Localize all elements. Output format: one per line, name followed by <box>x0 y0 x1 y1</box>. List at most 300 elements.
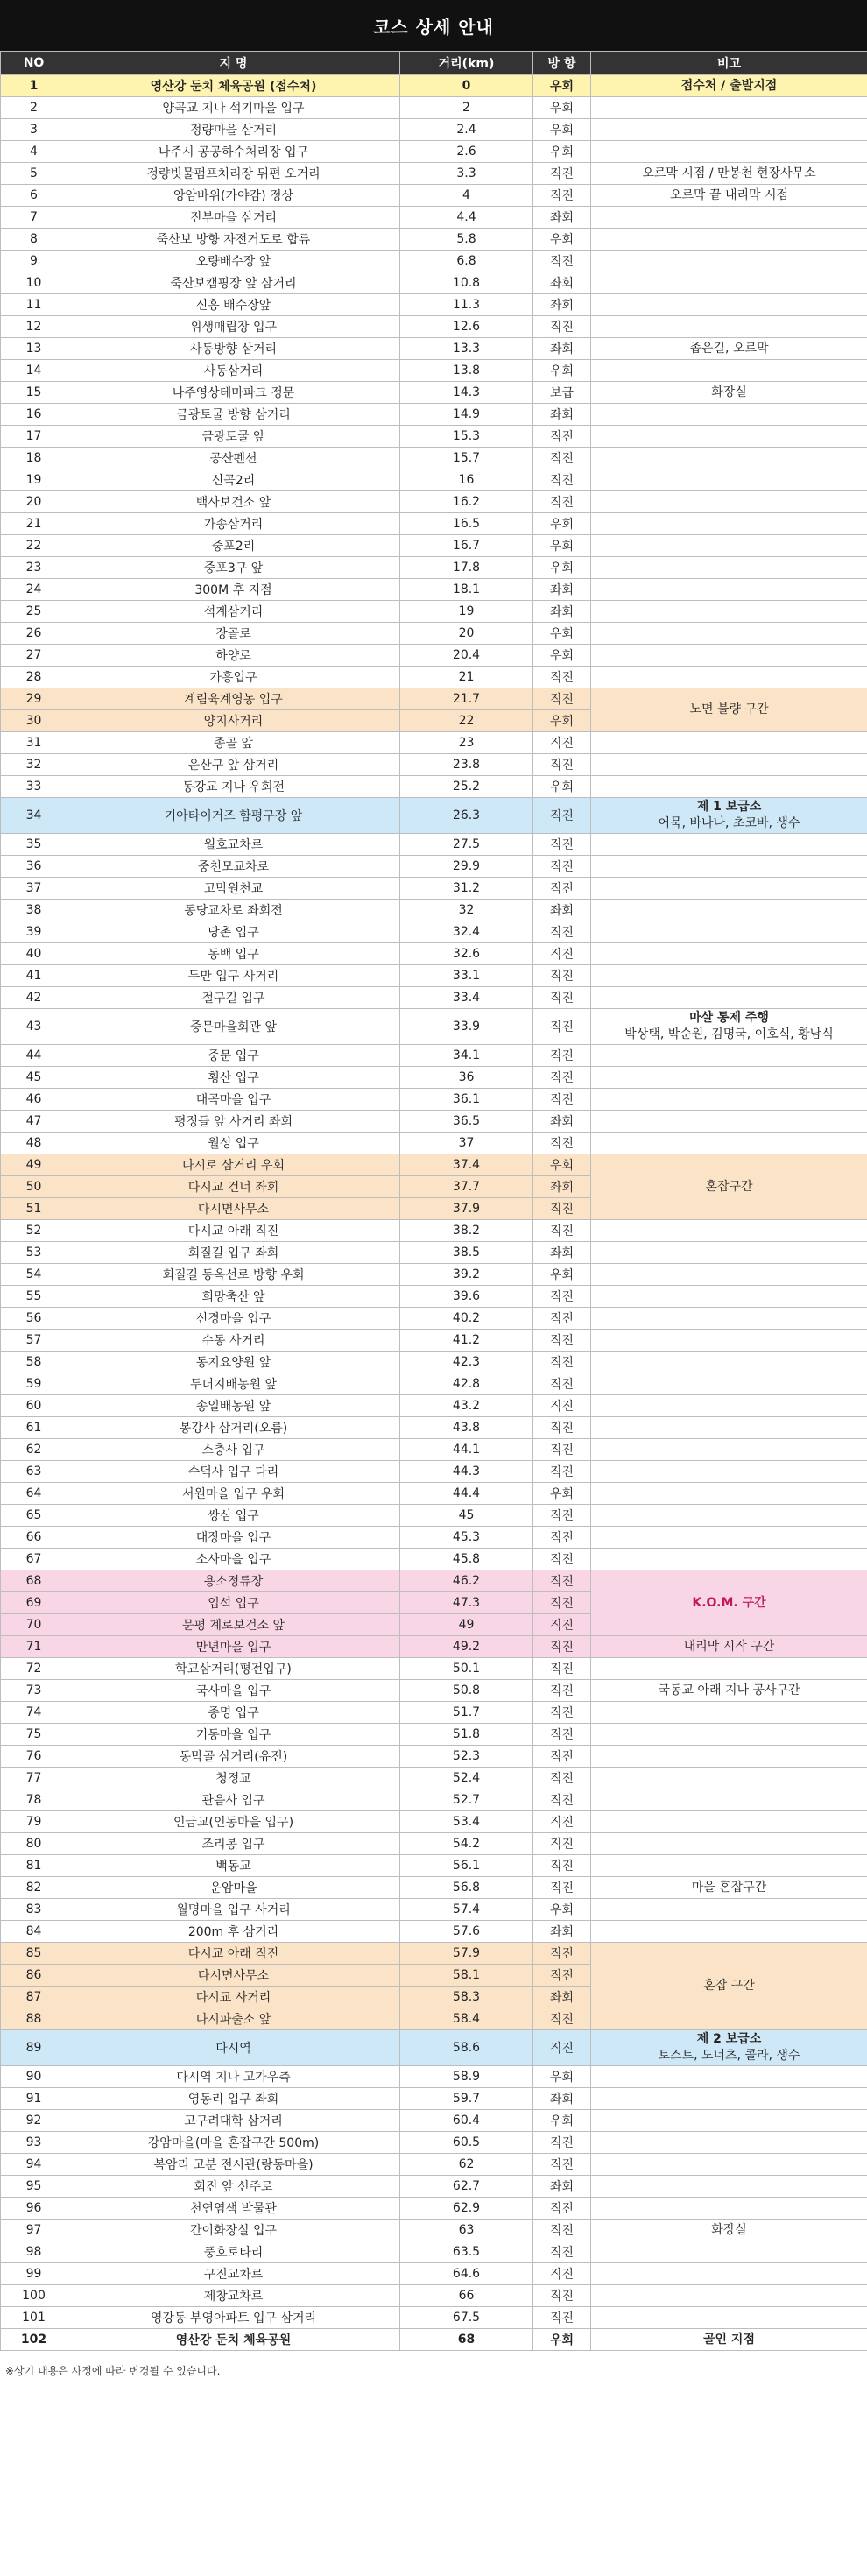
note-cell <box>591 141 867 163</box>
point-name: 영산강 둔치 체육공원 (접수처) <box>67 75 400 97</box>
row-number: 34 <box>1 798 67 834</box>
point-name: 회질길 입구 좌회 <box>67 1242 400 1264</box>
row-number: 27 <box>1 645 67 667</box>
header-direction: 방 향 <box>533 52 591 75</box>
row-number: 2 <box>1 97 67 119</box>
direction: 직진 <box>533 251 591 272</box>
point-name: 대곡마을 입구 <box>67 1089 400 1111</box>
distance-km: 4 <box>400 185 533 207</box>
row-number: 31 <box>1 732 67 754</box>
distance-km: 44.3 <box>400 1461 533 1483</box>
direction: 직진 <box>533 1009 591 1045</box>
direction: 직진 <box>533 1133 591 1154</box>
direction: 직진 <box>533 2285 591 2307</box>
note-cell <box>591 1899 867 1921</box>
table-row <box>1 1855 867 1877</box>
distance-km: 25.2 <box>400 776 533 798</box>
note-cell <box>591 1264 867 1286</box>
note-cell <box>591 1067 867 1089</box>
row-number: 71 <box>1 1636 67 1658</box>
distance-km: 68 <box>400 2329 533 2351</box>
note-cell <box>591 2088 867 2110</box>
row-number: 13 <box>1 338 67 360</box>
row-number: 15 <box>1 382 67 404</box>
distance-km: 58.4 <box>400 2008 533 2030</box>
direction: 직진 <box>533 163 591 185</box>
row-number: 92 <box>1 2110 67 2132</box>
note-cell <box>591 1045 867 1067</box>
table-row <box>1 1833 867 1855</box>
table-row <box>1 732 867 754</box>
table-row <box>1 776 867 798</box>
distance-km: 43.2 <box>400 1395 533 1417</box>
direction: 직진 <box>533 1592 591 1614</box>
direction: 직진 <box>533 1395 591 1417</box>
distance-km: 45.3 <box>400 1527 533 1549</box>
point-name: 위생매립장 입구 <box>67 316 400 338</box>
note-cell <box>591 2132 867 2154</box>
direction: 직진 <box>533 1067 591 1089</box>
table-row <box>1 557 867 579</box>
direction: 좌회 <box>533 1987 591 2008</box>
point-name: 송일배농원 앞 <box>67 1395 400 1417</box>
table-row <box>1 2220 867 2241</box>
row-number: 78 <box>1 1789 67 1811</box>
note-cell <box>591 754 867 776</box>
direction: 직진 <box>533 1417 591 1439</box>
distance-km: 57.4 <box>400 1899 533 1921</box>
direction: 우회 <box>533 141 591 163</box>
note-cell <box>591 623 867 645</box>
table-row <box>1 1154 867 1176</box>
point-name: 백동교 <box>67 1855 400 1877</box>
note-cell <box>591 1702 867 1724</box>
point-name: 죽산보 방향 자전거도로 합류 <box>67 229 400 251</box>
table-row <box>1 338 867 360</box>
point-name: 월성 입구 <box>67 1133 400 1154</box>
distance-km: 14.9 <box>400 404 533 426</box>
point-name: 조리봉 입구 <box>67 1833 400 1855</box>
note-cell <box>591 965 867 987</box>
table-row <box>1 987 867 1009</box>
direction: 우회 <box>533 360 591 382</box>
row-number: 91 <box>1 2088 67 2110</box>
note-cell <box>591 856 867 878</box>
note-cell <box>591 1505 867 1527</box>
table-row <box>1 513 867 535</box>
point-name: 청정교 <box>67 1768 400 1789</box>
row-number: 3 <box>1 119 67 141</box>
distance-km: 6.8 <box>400 251 533 272</box>
row-number: 64 <box>1 1483 67 1505</box>
point-name: 석계삼거리 <box>67 601 400 623</box>
note-text: 오르막 시점 / 만봉천 현장사무소 <box>642 166 816 180</box>
note-cell <box>591 2154 867 2176</box>
point-name: 신경마을 입구 <box>67 1308 400 1330</box>
row-number: 9 <box>1 251 67 272</box>
note-cell <box>591 1352 867 1373</box>
note-cell <box>591 338 867 360</box>
header-point: 지 명 <box>67 52 400 75</box>
row-number: 23 <box>1 557 67 579</box>
row-number: 57 <box>1 1330 67 1352</box>
distance-km: 50.8 <box>400 1680 533 1702</box>
direction: 직진 <box>533 1089 591 1111</box>
distance-km: 26.3 <box>400 798 533 834</box>
distance-km: 49.2 <box>400 1636 533 1658</box>
distance-km: 2.4 <box>400 119 533 141</box>
point-name: 다시교 건너 좌회 <box>67 1176 400 1198</box>
row-number: 49 <box>1 1154 67 1176</box>
distance-km: 37.4 <box>400 1154 533 1176</box>
table-row <box>1 1636 867 1658</box>
note-cell <box>591 119 867 141</box>
point-name: 앙암바위(가야감) 정상 <box>67 185 400 207</box>
table-row <box>1 623 867 645</box>
table-row <box>1 2110 867 2132</box>
note-cell <box>591 469 867 491</box>
table-row <box>1 798 867 834</box>
table-row <box>1 294 867 316</box>
table-row <box>1 965 867 987</box>
point-name: 평정들 앞 사거리 좌회 <box>67 1111 400 1133</box>
header-no: NO <box>1 52 67 75</box>
distance-km: 38.2 <box>400 1220 533 1242</box>
point-name: 동강교 지나 우회전 <box>67 776 400 798</box>
direction: 직진 <box>533 1373 591 1395</box>
direction: 직진 <box>533 1045 591 1067</box>
note-cell <box>591 75 867 97</box>
row-number: 93 <box>1 2132 67 2154</box>
distance-km: 33.9 <box>400 1009 533 1045</box>
row-number: 59 <box>1 1373 67 1395</box>
direction: 직진 <box>533 2198 591 2220</box>
direction: 직진 <box>533 185 591 207</box>
direction: 직진 <box>533 1570 591 1592</box>
note-cell <box>591 2198 867 2220</box>
table-row <box>1 834 867 856</box>
table-row <box>1 1702 867 1724</box>
note-cell <box>591 1527 867 1549</box>
row-number: 20 <box>1 491 67 513</box>
distance-km: 49 <box>400 1614 533 1636</box>
point-name: 중포2리 <box>67 535 400 557</box>
row-number: 79 <box>1 1811 67 1833</box>
distance-km: 58.9 <box>400 2066 533 2088</box>
table-row <box>1 1724 867 1746</box>
point-name: 다시교 아래 직진 <box>67 1220 400 1242</box>
distance-km: 11.3 <box>400 294 533 316</box>
point-name: 가흥입구 <box>67 667 400 688</box>
note-cell <box>591 1154 867 1220</box>
point-name: 종골 앞 <box>67 732 400 754</box>
table-row <box>1 579 867 601</box>
row-number: 63 <box>1 1461 67 1483</box>
row-number: 53 <box>1 1242 67 1264</box>
direction: 좌회 <box>533 2088 591 2110</box>
note-cell <box>591 601 867 623</box>
distance-km: 32.4 <box>400 921 533 943</box>
table-row <box>1 1461 867 1483</box>
point-name: 정량빗물펌프처리장 뒤편 오거리 <box>67 163 400 185</box>
point-name: 동막골 삼거리(유전) <box>67 1746 400 1768</box>
note-cell <box>591 1461 867 1483</box>
point-name: 300M 후 지점 <box>67 579 400 601</box>
point-name: 영산강 둔치 체육공원 <box>67 2329 400 2351</box>
point-name: 다시역 <box>67 2030 400 2066</box>
direction: 직진 <box>533 1198 591 1220</box>
distance-km: 10.8 <box>400 272 533 294</box>
point-name: 관음사 입구 <box>67 1789 400 1811</box>
course-table <box>0 51 867 2351</box>
distance-km: 12.6 <box>400 316 533 338</box>
direction: 직진 <box>533 2241 591 2263</box>
distance-km: 19 <box>400 601 533 623</box>
row-number: 74 <box>1 1702 67 1724</box>
note-cell <box>591 185 867 207</box>
direction: 직진 <box>533 1527 591 1549</box>
row-number: 51 <box>1 1198 67 1220</box>
distance-km: 2 <box>400 97 533 119</box>
point-name: 용소정류장 <box>67 1570 400 1592</box>
note-cell <box>591 667 867 688</box>
table-row <box>1 921 867 943</box>
note-cell <box>591 1009 867 1045</box>
table-row <box>1 1549 867 1570</box>
distance-km: 41.2 <box>400 1330 533 1352</box>
distance-km: 22 <box>400 710 533 732</box>
point-name: 금광토굴 방향 삼거리 <box>67 404 400 426</box>
note-cell <box>591 1658 867 1680</box>
note-text: 제 2 보급소 <box>696 2032 762 2046</box>
row-number: 97 <box>1 2220 67 2241</box>
distance-km: 42.3 <box>400 1352 533 1373</box>
distance-km: 34.1 <box>400 1045 533 1067</box>
direction: 직진 <box>533 2030 591 2066</box>
row-number: 29 <box>1 688 67 710</box>
table-row <box>1 2066 867 2088</box>
point-name: 월호교차로 <box>67 834 400 856</box>
direction: 직진 <box>533 1461 591 1483</box>
distance-km: 23 <box>400 732 533 754</box>
distance-km: 32.6 <box>400 943 533 965</box>
direction: 좌회 <box>533 294 591 316</box>
point-name: 양지사거리 <box>67 710 400 732</box>
direction: 직진 <box>533 1286 591 1308</box>
direction: 직진 <box>533 1308 591 1330</box>
row-number: 66 <box>1 1527 67 1549</box>
note-cell <box>591 535 867 557</box>
note-text: 노면 불량 구간 <box>689 702 769 716</box>
distance-km: 38.5 <box>400 1242 533 1264</box>
direction: 우회 <box>533 2066 591 2088</box>
note-cell <box>591 1724 867 1746</box>
direction: 우회 <box>533 535 591 557</box>
direction: 좌회 <box>533 1111 591 1133</box>
row-number: 16 <box>1 404 67 426</box>
note-text: 접수처 / 출발지점 <box>680 78 778 93</box>
point-name: 다시교 아래 직진 <box>67 1943 400 1965</box>
direction: 직진 <box>533 1768 591 1789</box>
direction: 우회 <box>533 2329 591 2351</box>
row-number: 69 <box>1 1592 67 1614</box>
point-name: 제창교차로 <box>67 2285 400 2307</box>
note-text: 혼잡 구간 <box>703 1979 755 1993</box>
row-number: 10 <box>1 272 67 294</box>
row-number: 7 <box>1 207 67 229</box>
row-number: 24 <box>1 579 67 601</box>
row-number: 102 <box>1 2329 67 2351</box>
note-cell <box>591 834 867 856</box>
table-row <box>1 229 867 251</box>
note-cell <box>591 1373 867 1395</box>
note-cell <box>591 900 867 921</box>
distance-km: 51.7 <box>400 1702 533 1724</box>
direction: 직진 <box>533 1680 591 1702</box>
distance-km: 44.1 <box>400 1439 533 1461</box>
table-row <box>1 1286 867 1308</box>
table-row <box>1 1242 867 1264</box>
distance-km: 66 <box>400 2285 533 2307</box>
point-name: 영동리 입구 좌회 <box>67 2088 400 2110</box>
note-text: 오르막 끝 내리막 시점 <box>669 187 789 202</box>
distance-km: 37.7 <box>400 1176 533 1198</box>
point-name: 강암마을(마을 혼잡구간 500m) <box>67 2132 400 2154</box>
page-title: 코스 상세 안내 <box>0 0 867 51</box>
distance-km: 52.3 <box>400 1746 533 1768</box>
table-row <box>1 2030 867 2066</box>
distance-km: 31.2 <box>400 878 533 900</box>
row-number: 85 <box>1 1943 67 1965</box>
distance-km: 36.5 <box>400 1111 533 1133</box>
distance-km: 45.8 <box>400 1549 533 1570</box>
point-name: 봉강사 삼거리(오름) <box>67 1417 400 1439</box>
distance-km: 37 <box>400 1133 533 1154</box>
point-name: 중문 입구 <box>67 1045 400 1067</box>
direction: 직진 <box>533 2008 591 2030</box>
row-number: 45 <box>1 1067 67 1089</box>
point-name: 입석 입구 <box>67 1592 400 1614</box>
row-number: 68 <box>1 1570 67 1592</box>
note-cell <box>591 1833 867 1855</box>
note-cell <box>591 404 867 426</box>
distance-km: 46.2 <box>400 1570 533 1592</box>
point-name: 쌍심 입구 <box>67 1505 400 1527</box>
row-number: 37 <box>1 878 67 900</box>
point-name: 두더지배농원 앞 <box>67 1373 400 1395</box>
point-name: 소충사 입구 <box>67 1439 400 1461</box>
table-row <box>1 404 867 426</box>
note-text: 마을 혼잡구간 <box>691 1880 767 1895</box>
table-row <box>1 943 867 965</box>
direction: 직진 <box>533 1330 591 1352</box>
row-number: 58 <box>1 1352 67 1373</box>
point-name: 죽산보캠핑장 앞 삼거리 <box>67 272 400 294</box>
row-number: 96 <box>1 2198 67 2220</box>
direction: 직진 <box>533 667 591 688</box>
table-row <box>1 1768 867 1789</box>
point-name: 가송삼거리 <box>67 513 400 535</box>
row-number: 38 <box>1 900 67 921</box>
distance-km: 67.5 <box>400 2307 533 2329</box>
note-text: 제 1 보급소 <box>696 800 762 814</box>
note-text: 내리막 시작 구간 <box>683 1639 775 1654</box>
distance-km: 60.4 <box>400 2110 533 2132</box>
point-name: 다시면사무소 <box>67 1965 400 1987</box>
note-cell <box>591 294 867 316</box>
note-cell <box>591 2307 867 2329</box>
row-number: 100 <box>1 2285 67 2307</box>
direction: 직진 <box>533 426 591 448</box>
distance-km: 59.7 <box>400 2088 533 2110</box>
distance-km: 52.7 <box>400 1789 533 1811</box>
direction: 우회 <box>533 229 591 251</box>
direction: 우회 <box>533 1264 591 1286</box>
row-number: 11 <box>1 294 67 316</box>
direction: 좌회 <box>533 272 591 294</box>
direction: 우회 <box>533 623 591 645</box>
table-row <box>1 1899 867 1921</box>
direction: 보급 <box>533 382 591 404</box>
point-name: 동당교차로 좌회전 <box>67 900 400 921</box>
note-cell <box>591 1768 867 1789</box>
row-number: 87 <box>1 1987 67 2008</box>
row-number: 50 <box>1 1176 67 1198</box>
direction: 우회 <box>533 710 591 732</box>
distance-km: 63.5 <box>400 2241 533 2263</box>
direction: 직진 <box>533 1811 591 1833</box>
table-row <box>1 2263 867 2285</box>
note-cell <box>591 1242 867 1264</box>
distance-km: 13.8 <box>400 360 533 382</box>
note-cell <box>591 1308 867 1330</box>
table-row <box>1 491 867 513</box>
row-number: 101 <box>1 2307 67 2329</box>
row-number: 55 <box>1 1286 67 1308</box>
row-number: 67 <box>1 1549 67 1570</box>
note-cell <box>591 798 867 834</box>
point-name: 서원마을 입구 우회 <box>67 1483 400 1505</box>
direction: 우회 <box>533 97 591 119</box>
direction: 직진 <box>533 1724 591 1746</box>
point-name: 나주시 공공하수처리장 입구 <box>67 141 400 163</box>
point-name: 신흥 배수장앞 <box>67 294 400 316</box>
row-number: 39 <box>1 921 67 943</box>
note-cell <box>591 688 867 732</box>
point-name: 공산펜션 <box>67 448 400 469</box>
note-cell <box>591 1636 867 1658</box>
distance-km: 18.1 <box>400 579 533 601</box>
note-cell <box>591 382 867 404</box>
table-row <box>1 316 867 338</box>
row-number: 77 <box>1 1768 67 1789</box>
distance-km: 43.8 <box>400 1417 533 1439</box>
point-name: 다시면사무소 <box>67 1198 400 1220</box>
table-row <box>1 185 867 207</box>
row-number: 26 <box>1 623 67 645</box>
table-row <box>1 1417 867 1439</box>
distance-km: 3.3 <box>400 163 533 185</box>
table-row <box>1 1067 867 1089</box>
row-number: 99 <box>1 2263 67 2285</box>
direction: 직진 <box>533 2263 591 2285</box>
table-row <box>1 97 867 119</box>
table-row <box>1 1570 867 1592</box>
table-row <box>1 163 867 185</box>
row-number: 25 <box>1 601 67 623</box>
point-name: 천연염색 박물관 <box>67 2198 400 2220</box>
direction: 직진 <box>533 1614 591 1636</box>
